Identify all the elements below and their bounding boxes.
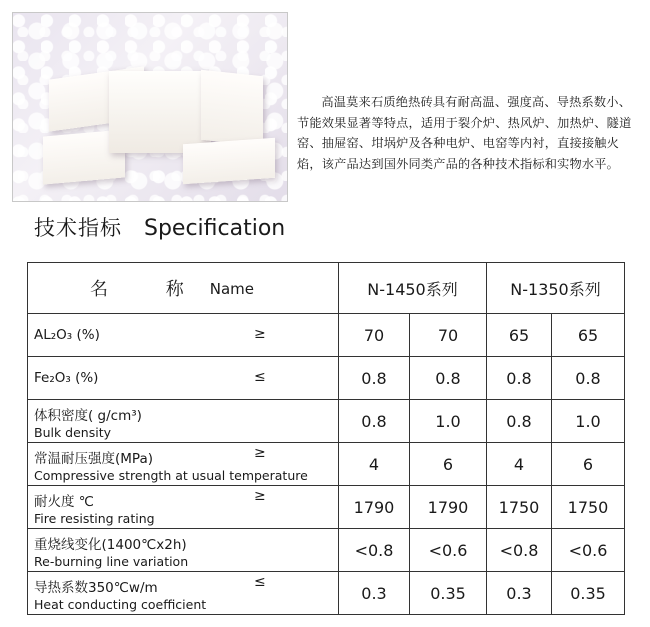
row-label-en: Compressive strength at usual temperature — [34, 468, 308, 483]
row-label-cn: 体积密度( g/cm³) — [34, 408, 142, 424]
row-label-cn: AL₂O₃ (%) — [34, 327, 100, 343]
brick-image — [109, 71, 211, 153]
spec-table — [27, 262, 625, 615]
row-label-en: Bulk density — [34, 425, 112, 440]
value-cell: 4 — [487, 443, 552, 486]
value-cell: 1.0 — [410, 400, 487, 443]
product-description: 高温莫来石质绝热砖具有耐高温、强度高、导热系数小、节能效果显著等特点，适用于裂介炉、热风炉、加热炉、隧道窑、抽屉窑、坩埚炉及各种电炉、电窑等内衬，直接接触火焰，该产品达到国外同类产品的各种技术指标和实物水平。 — [297, 95, 632, 171]
row-name-cell — [28, 529, 339, 572]
table-row — [28, 486, 625, 529]
header-group-n1350: N-1350系列 — [487, 263, 625, 314]
heading-en: Specification — [144, 216, 286, 241]
row-label-cn: 耐火度 ℃ — [34, 494, 94, 510]
table-row — [28, 529, 625, 572]
comparison-symbol: ≥ — [254, 445, 266, 461]
value-cell: <0.8 — [339, 529, 410, 572]
value-cell: 6 — [410, 443, 487, 486]
value-cell: 0.8 — [339, 357, 410, 400]
value-cell: <0.6 — [552, 529, 625, 572]
value-cell: 0.8 — [487, 400, 552, 443]
value-cell: 0.35 — [410, 572, 487, 615]
row-name-cell — [28, 357, 339, 400]
row-label-en: Fire resisting rating — [34, 511, 155, 526]
comparison-symbol: ≥ — [254, 326, 266, 342]
table-row — [28, 400, 625, 443]
row-label-cn: 重烧线变化(1400℃x2h) — [34, 537, 187, 553]
value-cell: 0.8 — [339, 400, 410, 443]
value-cell: 1750 — [552, 486, 625, 529]
value-cell: 0.35 — [552, 572, 625, 615]
table-row — [28, 357, 625, 400]
row-name-cell — [28, 443, 339, 486]
value-cell: <0.8 — [487, 529, 552, 572]
heading-cn: 技术指标 — [34, 216, 122, 240]
value-cell: 0.8 — [410, 357, 487, 400]
row-name-cell — [28, 572, 339, 615]
row-name-cell — [28, 486, 339, 529]
row-label-cn: Fe₂O₃ (%) — [34, 370, 99, 386]
comparison-symbol: ≥ — [254, 488, 266, 504]
value-cell: 1790 — [410, 486, 487, 529]
value-cell: 70 — [339, 314, 410, 357]
header-group-n1450: N-1450系列 — [339, 263, 487, 314]
row-name-cell — [28, 400, 339, 443]
row-label-en: Heat conducting coefficient — [34, 597, 207, 612]
value-cell: 0.3 — [487, 572, 552, 615]
value-cell: 65 — [487, 314, 552, 357]
table-header — [28, 263, 625, 314]
value-cell: 4 — [339, 443, 410, 486]
brick-image — [201, 70, 263, 147]
row-label-cn: 导热系数350℃w/m — [34, 580, 158, 596]
comparison-symbol: ≤ — [254, 369, 266, 385]
comparison-symbol: ≤ — [254, 574, 266, 590]
value-cell: <0.6 — [410, 529, 487, 572]
row-name-cell — [28, 314, 339, 357]
table-row — [28, 443, 625, 486]
value-cell: 1790 — [339, 486, 410, 529]
value-cell: 1750 — [487, 486, 552, 529]
table-row — [28, 314, 625, 357]
value-cell: 0.3 — [339, 572, 410, 615]
brick-image — [183, 138, 275, 184]
value-cell: 6 — [552, 443, 625, 486]
value-cell: 0.8 — [552, 357, 625, 400]
row-label-en: Re-burning line variation — [34, 554, 189, 569]
section-heading — [34, 212, 285, 242]
product-photo — [12, 12, 288, 202]
value-cell: 65 — [552, 314, 625, 357]
value-cell: 0.8 — [487, 357, 552, 400]
value-cell: 70 — [410, 314, 487, 357]
value-cell: 1.0 — [552, 400, 625, 443]
row-label-cn: 常温耐压强度(MPa) — [34, 451, 153, 467]
table-row — [28, 572, 625, 615]
header-name-cell: 名 称 Name — [28, 263, 339, 314]
